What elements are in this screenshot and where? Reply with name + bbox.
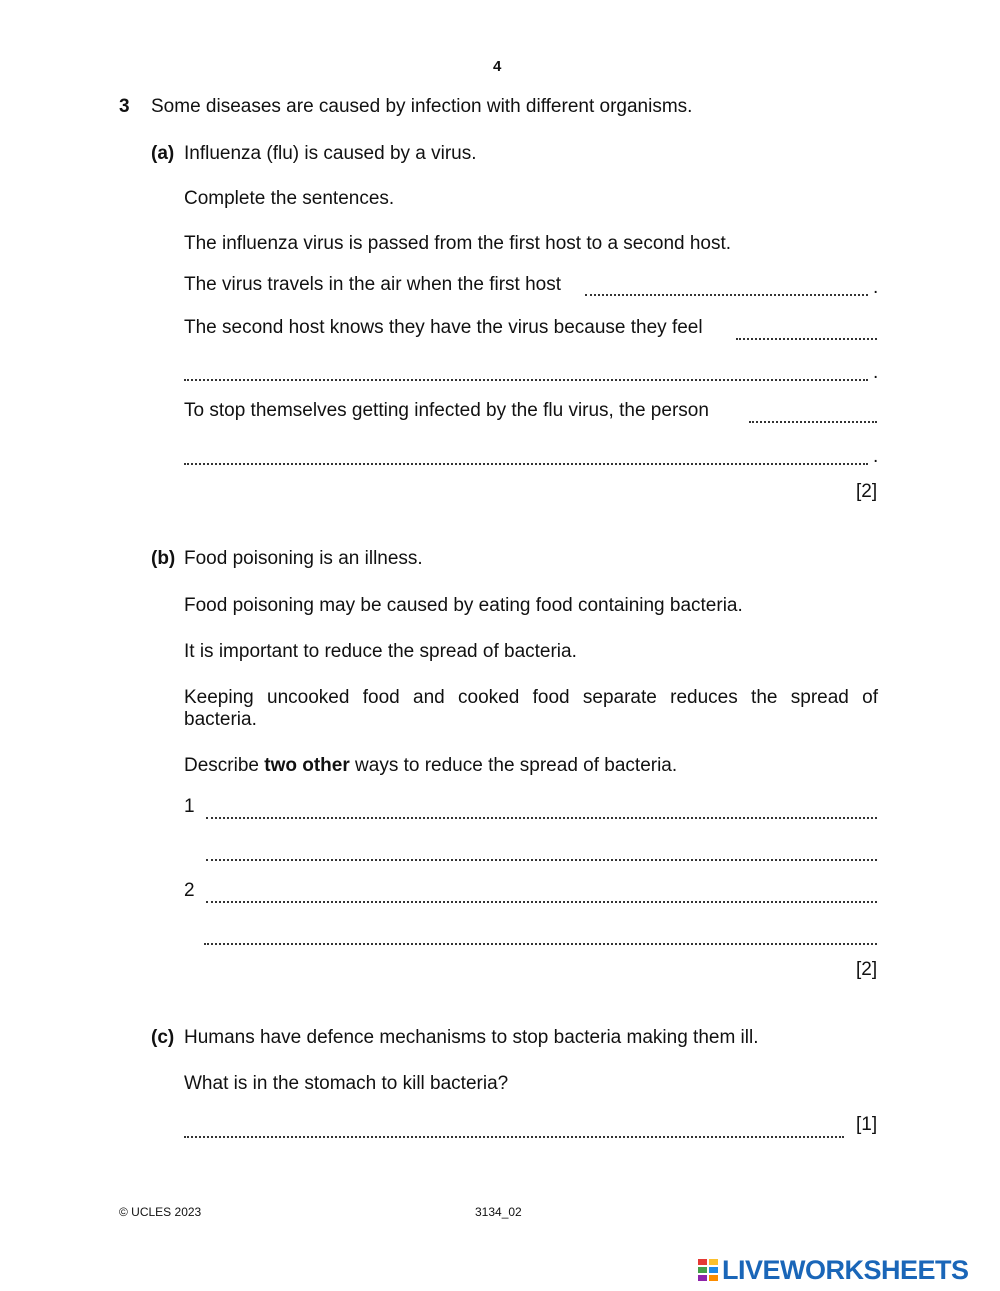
part-a-marks: [2] (856, 481, 878, 502)
logo-tiles-icon (697, 1258, 719, 1282)
describe-text-end: ways to reduce the spread of bacteria. (349, 755, 678, 776)
part-b-sentence-1: Food poisoning may be caused by eating food containing bacteria. (184, 595, 743, 616)
part-c-marks: [1] (856, 1114, 878, 1135)
logo-text: LIVEWORKSHEETS (722, 1254, 969, 1285)
part-a-sentence-1: The influenza virus is passed from the first host to a second host. (184, 233, 732, 254)
part-a-label: (a) (151, 143, 175, 164)
part-a-sentence-2: The virus travels in the air when the first host (184, 274, 561, 295)
logo-tile (708, 1274, 719, 1282)
answer-blank-a2[interactable] (736, 338, 877, 340)
logo-tile (697, 1274, 708, 1282)
part-b-sentence-3-continued: bacteria. (184, 709, 257, 730)
part-b-describe (184, 755, 677, 777)
describe-emphasis: two other (264, 755, 350, 776)
answer-number-2: 2 (184, 880, 195, 901)
part-b-intro: Food poisoning is an illness. (184, 548, 423, 569)
answer-blank-a2-continued[interactable] (184, 379, 868, 381)
footer-copyright: © UCLES 2023 (119, 1205, 202, 1219)
part-b-label: (b) (151, 548, 176, 569)
part-c-intro: Humans have defence mechanisms to stop bacteria making them ill. (184, 1027, 759, 1048)
logo-tile (697, 1266, 708, 1274)
part-a-sentence-4: To stop themselves getting infected by the flu virus, the person (184, 400, 709, 421)
answer-blank-a3-continued[interactable] (184, 463, 868, 465)
answer-number-1: 1 (184, 796, 195, 817)
describe-text: Describe (184, 755, 265, 776)
footer-code: 3134_02 (475, 1205, 522, 1219)
question-stem: Some diseases are caused by infection with different organisms. (151, 96, 693, 117)
answer-blank-b2[interactable] (206, 901, 877, 903)
period: . (873, 362, 879, 383)
answer-blank-b2-continued[interactable] (204, 943, 877, 945)
logo-tile (697, 1258, 708, 1266)
part-a-instruction: Complete the sentences. (184, 188, 395, 209)
answer-blank-b1-continued[interactable] (206, 859, 877, 861)
answer-blank-c1[interactable] (184, 1136, 844, 1138)
logo-tile (708, 1258, 719, 1266)
part-a-intro: Influenza (flu) is caused by a virus. (184, 143, 477, 164)
part-b-sentence-3: Keeping uncooked food and cooked food separate reduces the spread of (184, 687, 878, 708)
period: . (873, 446, 879, 467)
answer-blank-a1[interactable] (585, 294, 868, 296)
answer-blank-a3[interactable] (749, 421, 877, 423)
logo-tile (708, 1266, 719, 1274)
part-c-label: (c) (151, 1027, 175, 1048)
answer-blank-b1[interactable] (206, 817, 877, 819)
part-a-sentence-3: The second host knows they have the virus because they feel (184, 317, 703, 338)
question-number: 3 (119, 96, 130, 117)
period: . (873, 277, 879, 298)
part-b-sentence-2: It is important to reduce the spread of bacteria. (184, 641, 577, 662)
liveworksheets-logo[interactable] (697, 1255, 969, 1285)
page-number: 4 (493, 58, 502, 75)
part-c-question: What is in the stomach to kill bacteria? (184, 1073, 509, 1094)
part-b-marks: [2] (856, 959, 878, 980)
